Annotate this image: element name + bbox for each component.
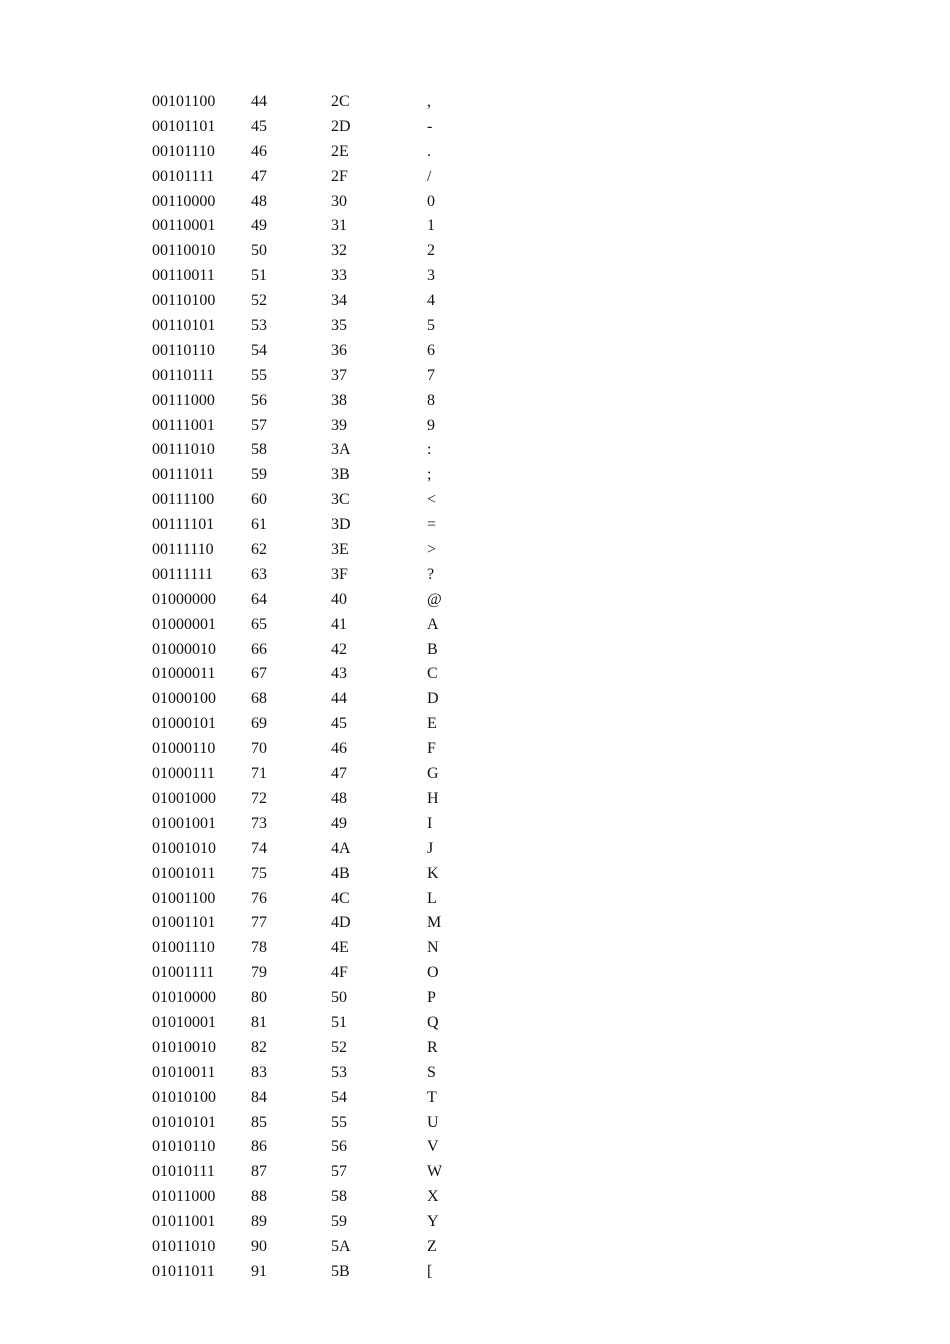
hex-cell: 2C xyxy=(331,93,350,110)
character-cell: 0 xyxy=(427,192,435,210)
decimal-cell: 77 xyxy=(251,914,267,932)
decimal-cell: 65 xyxy=(251,615,267,633)
character-cell: X xyxy=(427,1188,439,1206)
table-row xyxy=(152,239,472,264)
binary-cell: 01010011 xyxy=(152,1063,216,1081)
binary-cell: 01001010 xyxy=(152,839,216,857)
hex-cell: 5B xyxy=(331,1262,350,1280)
table-row xyxy=(152,289,472,314)
character-cell: 7 xyxy=(427,366,435,384)
decimal-cell: 75 xyxy=(251,864,267,882)
hex-cell: 3D xyxy=(331,516,351,534)
binary-cell: 01001100 xyxy=(152,889,216,907)
table-row xyxy=(152,986,472,1011)
table-row xyxy=(152,961,472,986)
character-cell: B xyxy=(427,640,438,658)
decimal-cell: 74 xyxy=(251,839,267,857)
decimal-cell: 90 xyxy=(251,1237,267,1255)
hex-cell: 4C xyxy=(331,889,350,907)
decimal-cell: 51 xyxy=(251,267,267,285)
character-cell: M xyxy=(427,914,442,932)
table-row xyxy=(152,339,472,364)
table-row xyxy=(152,1160,472,1185)
decimal-cell: 76 xyxy=(251,889,267,907)
binary-cell: 01010001 xyxy=(152,1013,216,1031)
ascii-code-table xyxy=(152,90,472,1285)
binary-cell: 00101111 xyxy=(152,167,215,185)
table-row xyxy=(152,1086,472,1111)
hex-cell: 46 xyxy=(331,740,347,758)
binary-cell: 01001101 xyxy=(152,914,216,932)
character-cell: D xyxy=(427,690,439,708)
character-cell: O xyxy=(427,964,439,982)
hex-cell: 37 xyxy=(331,366,347,384)
hex-cell: 34 xyxy=(331,292,347,310)
hex-cell: 54 xyxy=(331,1088,347,1106)
character-cell: / xyxy=(427,167,432,185)
decimal-cell: 84 xyxy=(251,1088,267,1106)
decimal-cell: 69 xyxy=(251,715,267,733)
table-row xyxy=(152,1185,472,1210)
character-cell: W xyxy=(427,1163,443,1181)
decimal-cell: 50 xyxy=(251,242,267,260)
hex-cell: 36 xyxy=(331,341,347,359)
decimal-cell: 46 xyxy=(251,142,267,160)
decimal-cell: 73 xyxy=(251,814,267,832)
decimal-cell: 44 xyxy=(251,93,267,110)
table-row xyxy=(152,613,472,638)
table-row xyxy=(152,638,472,663)
hex-cell: 32 xyxy=(331,242,347,260)
binary-cell: 01000100 xyxy=(152,690,216,708)
hex-cell: 4A xyxy=(331,839,351,857)
hex-cell: 55 xyxy=(331,1113,347,1131)
binary-cell: 00111001 xyxy=(152,416,215,434)
binary-cell: 01011000 xyxy=(152,1188,216,1206)
binary-cell: 01000101 xyxy=(152,715,216,733)
character-cell: T xyxy=(427,1088,437,1106)
table-row xyxy=(152,862,472,887)
character-cell: K xyxy=(427,864,439,882)
character-cell: - xyxy=(427,117,433,135)
hex-cell: 48 xyxy=(331,789,347,807)
binary-cell: 00111110 xyxy=(152,541,214,559)
binary-cell: 01010111 xyxy=(152,1163,215,1181)
table-row xyxy=(152,364,472,389)
decimal-cell: 86 xyxy=(251,1138,267,1156)
binary-cell: 01000001 xyxy=(152,615,216,633)
table-row xyxy=(152,264,472,289)
binary-cell: 01000011 xyxy=(152,665,216,683)
decimal-cell: 49 xyxy=(251,217,267,235)
decimal-cell: 64 xyxy=(251,590,267,608)
decimal-cell: 85 xyxy=(251,1113,267,1131)
decimal-cell: 59 xyxy=(251,466,267,484)
decimal-cell: 80 xyxy=(251,989,267,1007)
character-cell: ; xyxy=(427,466,432,484)
hex-cell: 40 xyxy=(331,590,347,608)
decimal-cell: 72 xyxy=(251,789,267,807)
table-row xyxy=(152,90,472,115)
table-row xyxy=(152,463,472,488)
character-cell: E xyxy=(427,715,437,733)
table-row xyxy=(152,1235,472,1260)
hex-cell: 30 xyxy=(331,192,347,210)
table-row xyxy=(152,936,472,961)
character-cell: < xyxy=(427,491,437,509)
binary-cell: 01000111 xyxy=(152,765,215,783)
table-row xyxy=(152,513,472,538)
binary-cell: 01010101 xyxy=(152,1113,216,1131)
hex-cell: 5A xyxy=(331,1237,351,1255)
hex-cell: 57 xyxy=(331,1163,347,1181)
table-row xyxy=(152,1135,472,1160)
hex-cell: 4E xyxy=(331,939,349,957)
table-row xyxy=(152,563,472,588)
binary-cell: 01000110 xyxy=(152,740,216,758)
binary-cell: 00111000 xyxy=(152,391,215,409)
character-cell: U xyxy=(427,1113,439,1131)
decimal-cell: 68 xyxy=(251,690,267,708)
decimal-cell: 47 xyxy=(251,167,267,185)
hex-cell: 47 xyxy=(331,765,347,783)
binary-cell: 01010110 xyxy=(152,1138,216,1156)
character-cell: A xyxy=(427,615,439,633)
hex-cell: 4F xyxy=(331,964,348,982)
binary-cell: 00110010 xyxy=(152,242,216,260)
decimal-cell: 78 xyxy=(251,939,267,957)
binary-cell: 01001110 xyxy=(152,939,215,957)
binary-cell: 01000000 xyxy=(152,590,216,608)
hex-cell: 4D xyxy=(331,914,351,932)
decimal-cell: 91 xyxy=(251,1262,267,1280)
decimal-cell: 82 xyxy=(251,1038,267,1056)
table-row xyxy=(152,1111,472,1136)
character-cell: H xyxy=(427,789,439,807)
character-cell: V xyxy=(427,1138,439,1156)
character-cell: 1 xyxy=(427,217,435,235)
table-row xyxy=(152,1260,472,1285)
hex-cell: 59 xyxy=(331,1213,347,1231)
table-row xyxy=(152,911,472,936)
table-row xyxy=(152,737,472,762)
hex-cell: 49 xyxy=(331,814,347,832)
table-row xyxy=(152,887,472,912)
decimal-cell: 57 xyxy=(251,416,267,434)
table-row xyxy=(152,115,472,140)
table-row xyxy=(152,812,472,837)
decimal-cell: 54 xyxy=(251,341,267,359)
binary-cell: 00111100 xyxy=(152,491,215,509)
table-row xyxy=(152,762,472,787)
character-cell: Y xyxy=(427,1213,439,1231)
table-row xyxy=(152,190,472,215)
character-cell: L xyxy=(427,889,437,907)
table-row xyxy=(152,538,472,563)
table-row xyxy=(152,214,472,239)
decimal-cell: 89 xyxy=(251,1213,267,1231)
table-row xyxy=(152,438,472,463)
binary-cell: 01001001 xyxy=(152,814,216,832)
table-row xyxy=(152,588,472,613)
decimal-cell: 67 xyxy=(251,665,267,683)
character-cell: Q xyxy=(427,1013,439,1031)
table-row xyxy=(152,1011,472,1036)
character-cell: 5 xyxy=(427,317,435,335)
character-cell: 2 xyxy=(427,242,435,260)
table-row xyxy=(152,1210,472,1235)
table-row xyxy=(152,787,472,812)
binary-cell: 01011010 xyxy=(152,1237,216,1255)
hex-cell: 3F xyxy=(331,565,348,583)
binary-cell: 01001000 xyxy=(152,789,216,807)
decimal-cell: 58 xyxy=(251,441,267,459)
binary-cell: 01010010 xyxy=(152,1038,216,1056)
binary-cell: 00110101 xyxy=(152,317,216,335)
character-cell: F xyxy=(427,740,436,758)
binary-cell: 01000010 xyxy=(152,640,216,658)
hex-cell: 43 xyxy=(331,665,347,683)
decimal-cell: 52 xyxy=(251,292,267,310)
binary-cell: 01001011 xyxy=(152,864,216,882)
binary-cell: 01011001 xyxy=(152,1213,216,1231)
decimal-cell: 60 xyxy=(251,491,267,509)
hex-cell: 53 xyxy=(331,1063,347,1081)
character-cell: > xyxy=(427,541,437,559)
hex-cell: 58 xyxy=(331,1188,347,1206)
character-cell: Z xyxy=(427,1237,437,1255)
binary-cell: 01010000 xyxy=(152,989,216,1007)
character-cell: ? xyxy=(427,565,435,583)
decimal-cell: 66 xyxy=(251,640,267,658)
table-row xyxy=(152,712,472,737)
character-cell: . xyxy=(427,142,431,160)
hex-cell: 2D xyxy=(331,117,351,135)
binary-cell: 00111101 xyxy=(152,516,215,534)
hex-cell: 45 xyxy=(331,715,347,733)
character-cell: : xyxy=(427,441,432,459)
hex-cell: 51 xyxy=(331,1013,347,1031)
decimal-cell: 71 xyxy=(251,765,267,783)
hex-cell: 3A xyxy=(331,441,351,459)
hex-cell: 2E xyxy=(331,142,349,160)
hex-cell: 31 xyxy=(331,217,347,235)
table-row xyxy=(152,165,472,190)
character-cell: , xyxy=(427,93,431,110)
character-cell: N xyxy=(427,939,439,957)
hex-cell: 41 xyxy=(331,615,347,633)
binary-cell: 00110111 xyxy=(152,366,215,384)
table-row xyxy=(152,488,472,513)
character-cell: 8 xyxy=(427,391,435,409)
character-cell: P xyxy=(427,989,436,1007)
decimal-cell: 55 xyxy=(251,366,267,384)
decimal-cell: 61 xyxy=(251,516,267,534)
binary-cell: 01011011 xyxy=(152,1262,215,1280)
character-cell: 4 xyxy=(427,292,435,310)
binary-cell: 00111011 xyxy=(152,466,215,484)
hex-cell: 3C xyxy=(331,491,350,509)
table-row xyxy=(152,140,472,165)
binary-cell: 00110110 xyxy=(152,341,215,359)
table-row xyxy=(152,662,472,687)
hex-cell: 39 xyxy=(331,416,347,434)
hex-cell: 56 xyxy=(331,1138,347,1156)
hex-cell: 4B xyxy=(331,864,350,882)
hex-cell: 44 xyxy=(331,690,347,708)
decimal-cell: 45 xyxy=(251,117,267,135)
binary-cell: 00101101 xyxy=(152,117,216,135)
character-cell: S xyxy=(427,1063,436,1081)
binary-cell: 00111111 xyxy=(152,565,214,583)
hex-cell: 3B xyxy=(331,466,350,484)
decimal-cell: 79 xyxy=(251,964,267,982)
hex-cell: 38 xyxy=(331,391,347,409)
decimal-cell: 56 xyxy=(251,391,267,409)
binary-cell: 00110001 xyxy=(152,217,216,235)
decimal-cell: 70 xyxy=(251,740,267,758)
binary-cell: 00111010 xyxy=(152,441,215,459)
character-cell: [ xyxy=(427,1262,433,1280)
character-cell: J xyxy=(427,839,434,857)
hex-cell: 2F xyxy=(331,167,348,185)
table-row xyxy=(152,1061,472,1086)
hex-cell: 35 xyxy=(331,317,347,335)
table-row xyxy=(152,687,472,712)
decimal-cell: 53 xyxy=(251,317,267,335)
table-row xyxy=(152,389,472,414)
character-cell: 6 xyxy=(427,341,435,359)
table-row xyxy=(152,837,472,862)
binary-cell: 00101100 xyxy=(152,93,216,110)
decimal-cell: 63 xyxy=(251,565,267,583)
table-row xyxy=(152,414,472,439)
binary-cell: 00110100 xyxy=(152,292,216,310)
hex-cell: 42 xyxy=(331,640,347,658)
hex-cell: 3E xyxy=(331,541,349,559)
hex-cell: 33 xyxy=(331,267,347,285)
character-cell: 3 xyxy=(427,267,435,285)
table-row xyxy=(152,1036,472,1061)
decimal-cell: 87 xyxy=(251,1163,267,1181)
binary-cell: 00101110 xyxy=(152,142,215,160)
binary-cell: 00110000 xyxy=(152,192,216,210)
decimal-cell: 88 xyxy=(251,1188,267,1206)
character-cell: = xyxy=(427,516,437,534)
character-cell: R xyxy=(427,1038,438,1056)
table-row xyxy=(152,314,472,339)
character-cell: I xyxy=(427,814,433,832)
decimal-cell: 81 xyxy=(251,1013,267,1031)
character-cell: @ xyxy=(427,590,442,608)
decimal-cell: 48 xyxy=(251,192,267,210)
binary-cell: 01010100 xyxy=(152,1088,216,1106)
binary-cell: 00110011 xyxy=(152,267,215,285)
hex-cell: 50 xyxy=(331,989,347,1007)
decimal-cell: 62 xyxy=(251,541,267,559)
decimal-cell: 83 xyxy=(251,1063,267,1081)
character-cell: G xyxy=(427,765,439,783)
binary-cell: 01001111 xyxy=(152,964,215,982)
hex-cell: 52 xyxy=(331,1038,347,1056)
character-cell: C xyxy=(427,665,438,683)
character-cell: 9 xyxy=(427,416,435,434)
